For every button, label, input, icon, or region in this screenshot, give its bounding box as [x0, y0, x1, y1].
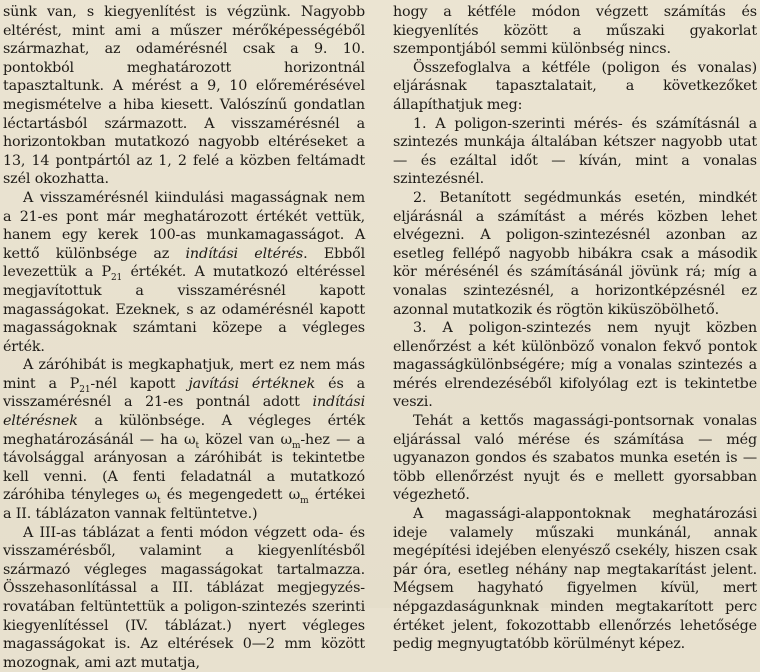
left-paragraph-2-text: A visszamérésnél kiindulási magasságnak nem a 21-es pont már meghatározott értékét vettük, hanem egy kerek 100-as munkamagasságot. A kettő különbsége az indítási eltérés. Ebből levezettük a $P_{21}$ értékét. A mutatkozó eltéréssel megjavítottuk a visszamérésnél kapott magasságokat. Ezeknek, s az odamérésnél kapott magasságoknak számtani közepe a végleges érték.: [3, 189, 366, 355]
right-column: [393, 3, 757, 654]
left-paragraph-2: [3, 189, 365, 356]
right-list-item-2: 2. Betanított segédmunkás esetén, mindkét eljárásnál a számítást a mérés közben lehet elvégezni. A poligon-szintezésnél azonban az esetleg fellépő nagyobb hibákra csak a második kör mérésénél és számításánál jövünk rá; míg a vonalas szintezésnél, a horizontképzésnél ez azonnal mutatkozik és rögtön kiküszöbölhető.: [393, 189, 757, 318]
left-column: [3, 3, 365, 672]
left-paragraph-4: A III-as táblázat a fenti módon végzett oda- és visszamérésből, valamint a kiegyenlítésből származó végleges magasságokat tartalmazza. Összehasonlítással a III. táblázat megjegyzés-rovatában feltüntettük a poligon-szintezés szerinti kiegyenlítéssel (IV. táblázat.) nyert végleges magasságokat is. Az eltérések 0—2 mm között mozognak, ami azt mutatja,: [3, 524, 365, 671]
right-list-item-3: 3. A poligon-szintezés nem nyujt közben ellenőrzést a két különböző vonalon fekvő pontok magasságkülönbségére; míg a vonalas szintezés a mérés elrendezéséből kifolyólag ezt is tekintetbe veszi.: [393, 320, 757, 411]
left-paragraph-1: sünk van, s kiegyenlítést is végzünk. Nagyobb eltérést, mint ami a műszer mérőképességéből származhat, az odamérésnél csak a 9. 10. pontokból meghatározott horizontnál tapasztaltunk. A mérést a 9, 10 előremérésével megismételve a hiba kiesett. Valószínű gondatlan léctartásból származott. A visszamérésnél a horizontokban mutatkozó nagyobb eltéréseket a 13, 14 pontpártól az 1, 2 felé a közben feltámadt szél okozhatta.: [3, 4, 365, 188]
right-paragraph-conclusion: Tehát a kettős magassági-pontsornak vonalas eljárással való mérése és számítása — még ugyanazon gondos és szabatos munka esetén is — több ellenőrzést nyujt és e mellett gyorsabban végezhető.: [393, 413, 757, 504]
right-paragraph-final: A magassági-alappontoknak meghatározási ideje valamely műszaki munkánál, annak megépítési idejében elenyésző csekély, hiszen csak pár óra, esetleg néhány nap megtakarítást jelent. Mégsem hagyható figyelmen kívül, mert népgazdaságunknak minden megtakarított perc értéket jelent, fokozottabb ellenőrzés lehetősége pedig megnyugtatóbb körülményt képez.: [393, 506, 757, 653]
left-paragraph-3-text: A záróhibát is megkaphatjuk, mert ez nem más mint a $P_{21}$-nél kapott javítási értéknek és a visszamérésnél a 21-es pontnál adott indítási eltérésnek a különbsége. A végleges érték meghatározásánál — ha $\omega_t$ közel van $\omega_m$-hez — a távolsággal arányosan a záróhibát is tekintetbe kell venni. (A fenti feladatnál a mutatkozó záróhiba tényleges $\omega_t$ és megengedett $\omega_m$ értékei a II. táblázaton vannak feltüntetve.): [3, 357, 366, 523]
right-paragraph-2: Összefoglalva a kétféle (poligon és vonalas) eljárásnak tapasztalatait, a következőket állapíthatjuk meg:: [393, 59, 757, 113]
right-list-item-1: 1. A poligon-szerinti mérés- és számításnál a szintezés munkája általában kétszer nagyobb utat — és ezáltal időt — kíván, mint a vonalas szintezésnél.: [393, 115, 757, 188]
left-paragraph-3: [3, 356, 365, 523]
right-paragraph-1: hogy a kétféle módon végzett számítás és kiegyenlítés között a műszaki gyakorlat szempontjából semmi különbség nincs.: [393, 4, 757, 58]
